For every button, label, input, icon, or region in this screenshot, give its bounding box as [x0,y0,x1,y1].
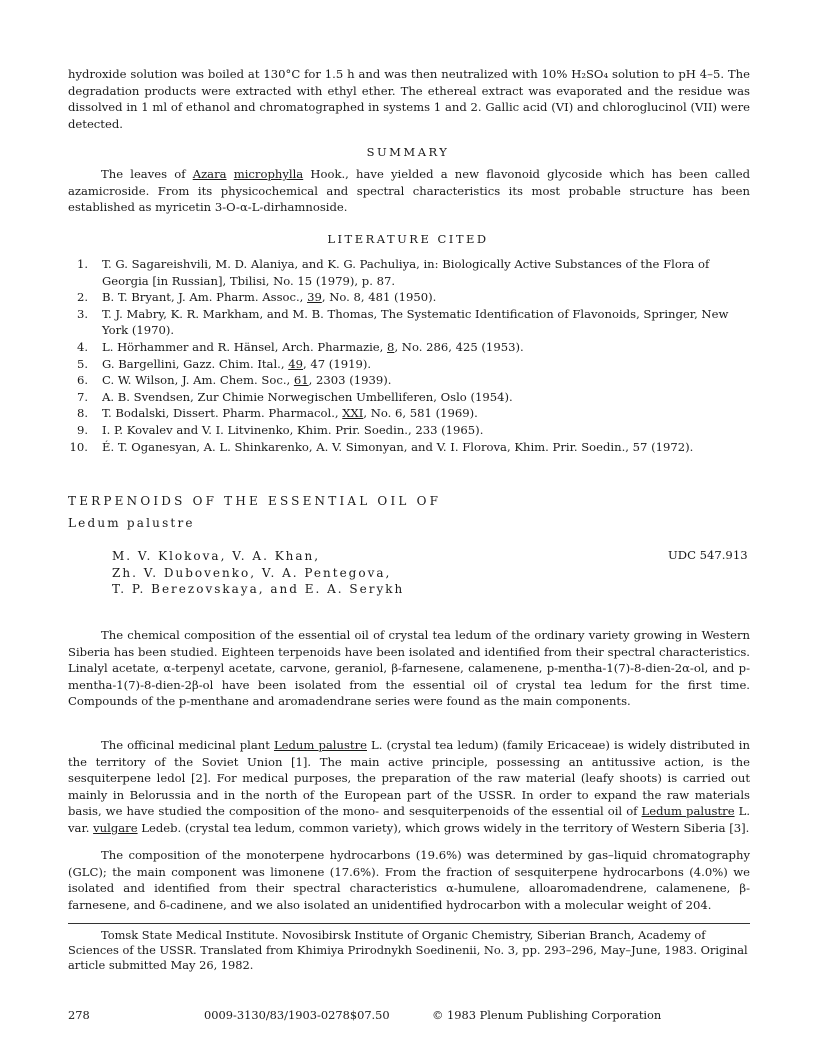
reference-text: T. Bodalski, Dissert. Pharm. Pharmacol., [102,406,343,421]
reference-text: I. P. Kovalev and V. I. Litvinenko, Khim. Prir. Soedin., 233 (1965). [102,422,484,437]
summary-paragraph [68,166,750,216]
reference-volume: 39 [307,290,322,305]
reference-number: 4. [76,339,88,354]
body-paragraph [68,737,750,836]
reference-number: 3. [76,306,88,321]
summary-text-before: The leaves of [101,167,193,181]
reference-number: 7. [76,389,88,404]
reference-text: É. T. Oganesyan, A. L. Shinkarenko, A. V. Simonyan, and V. I. Florova, Khim. Prir. Soedin., 57 (1972). [102,439,694,454]
author-block [112,548,404,598]
reference-number: 10. [69,439,88,454]
reference-text: T. G. Sagareishvili, M. D. Alaniya, and K. G. Pachuliya, in: Biologically Active Substances of the Flora of Georgia [in Russian], Tbilisi, No. 15 (1979), p. 87. [102,257,710,288]
reference-volume: 61 [293,373,309,388]
body-text: The officinal medicinal plant [101,738,274,752]
reference-item [68,256,752,289]
affiliation-footnote: Tomsk State Medical Institute. Novosibirsk Institute of Organic Chemistry, Siberian Branch, Academy of Sciences of the USSR. Translated from Khimiya Prirodnykh Soedinenii, No. 3, pp. 293–296, May–June, 1983. Original article submitted May 26, 1982. [68,928,748,972]
abstract-paragraph: The chemical composition of the essential oil of crystal tea ledum of the ordinary variety growing in Western Siberia has been studied. Eighteen terpenoids have been isolated and identified from their spectral characteristics. Linalyl acetate, α-terpenyl acetate, carvone, geraniol, β-farnesene, calamenene, p-mentha-1(7)-8-dien-2α-ol, and p-mentha-1(7)-8-dien-2β-ol have been isolated from the essential oil of crystal tea ledum for the first time. Compounds of the p-menthane and aromadendrane series were found as the main components. [68,628,750,708]
body-paragraph: The composition of the monoterpene hydrocarbons (19.6%) was determined by gas–liquid chromatography (GLC); the main component was limonene (17.6%). From the fraction of sesquiterpene hydrocarbons (4.0%) we isolated and identified from their spectral characteristics α-humulene, alloaromadendrene, calamenene, β-farnesene, and δ-cadinene, and we also isolated an unidentified hydrocarbon with a molecular weight of 204. [68,848,750,912]
reference-text: , 2303 (1939). [308,373,392,388]
article-subtitle: Ledum palustre [68,516,195,530]
reference-text: A. B. Svendsen, Zur Chimie Norwegischen Umbelliferen, Oslo (1954). [102,389,513,404]
reference-item [68,356,752,373]
author-line: M. V. Klokova, V. A. Khan, [112,549,321,563]
body-text: Ledeb. (crystal tea ledum, common variety), which grows widely in the territory of Western Siberia [3]. [137,820,750,835]
reference-number: 8. [76,406,88,421]
variety-name: vulgare [93,820,138,835]
species-name: Ledum palustre [641,804,735,818]
author-line: T. P. Berezovskaya, and E. A. Serykh [112,582,405,596]
reference-volume: XXI [342,406,364,421]
publication-code: 0009-3130/83/1903-0278$07.50 [204,1008,390,1022]
body-text: L. (crystal tea ledum) (family Ericaceae) is widely distributed in the territory of the Soviet Union [1]. The main active principle, possessing an antitussive action, is the sesquiterpene ledol [2]. For medical purposes, the preparation of the raw material (leafy shoots) is carried out mainly in Belorussia and in the north of the European part of the USSR. In order to expand the raw materials basis, we have studied the composition of the mono- and sesquiterpenoids of the essential oil of [68,738,750,818]
body-text: L. var. [68,804,751,835]
species-epithet: microphylla [233,167,304,181]
reference-item [68,439,752,456]
reference-text: G. Bargellini, Gazz. Chim. Ital., [102,356,289,371]
reference-item [68,372,752,389]
reference-item [68,389,752,406]
reference-list [68,256,752,455]
reference-text: , 47 (1919). [303,356,372,371]
reference-item [68,339,752,356]
summary-heading: SUMMARY [366,145,450,159]
reference-number: 1. [76,257,88,271]
copyright-notice: © 1983 Plenum Publishing Corporation [432,1008,662,1022]
reference-item [68,306,752,339]
reference-number: 9. [76,422,88,437]
species-name: Ledum palustre [273,738,367,752]
article-title: TERPENOIDS OF THE ESSENTIAL OIL OF [68,494,442,508]
reference-text: L. Hörhammer and R. Hänsel, Arch. Pharmazie, [102,339,388,354]
reference-number: 2. [76,290,88,305]
author-line: Zh. V. Dubovenko, V. A. Pentegova, [112,565,392,580]
reference-volume: 49 [288,356,303,371]
summary-text-after: Hook., have yielded a new flavonoid glycoside which has been called azamicroside. From its physicochemical and spectral characteristics its most probable structure has been established as myricetin 3-O-α-L-dirhamnoside. [68,167,751,214]
reference-text: B. T. Bryant, J. Am. Pharm. Assoc., [102,290,308,305]
literature-heading: LITERATURE CITED [327,232,489,246]
reference-item [68,405,752,422]
reference-text: , No. 6, 581 (1969). [363,406,478,421]
reference-number: 5. [76,356,88,371]
reference-volume: 8 [387,339,395,354]
reference-text: , No. 8, 481 (1950). [321,290,437,305]
reference-text: C. W. Wilson, J. Am. Chem. Soc., [102,373,294,388]
footnote-divider [68,923,750,924]
reference-number: 6. [76,373,88,388]
reference-item [68,289,752,306]
species-genus: Azara [192,167,227,181]
reference-item [68,422,752,439]
reference-text: T. J. Mabry, K. R. Markham, and M. B. Thomas, The Systematic Identification of Flavonoids, Springer, New York (1970). [102,306,729,338]
udc-code: UDC 547.913 [668,548,748,562]
page-number: 278 [68,1008,90,1022]
reference-text: , No. 286, 425 (1953). [394,339,524,354]
intro-paragraph: hydroxide solution was boiled at 130°C for 1.5 h and was then neutralized with 10% H₂SO₄ solution to pH 4–5. The degradation products were extracted with ethyl ether. The ethereal extract was evaporated and the residue was dissolved in 1 ml of ethanol and chromatographed in systems 1 and 2. Gallic acid (VI) and chloroglucinol (VII) were detected. [68,67,750,131]
